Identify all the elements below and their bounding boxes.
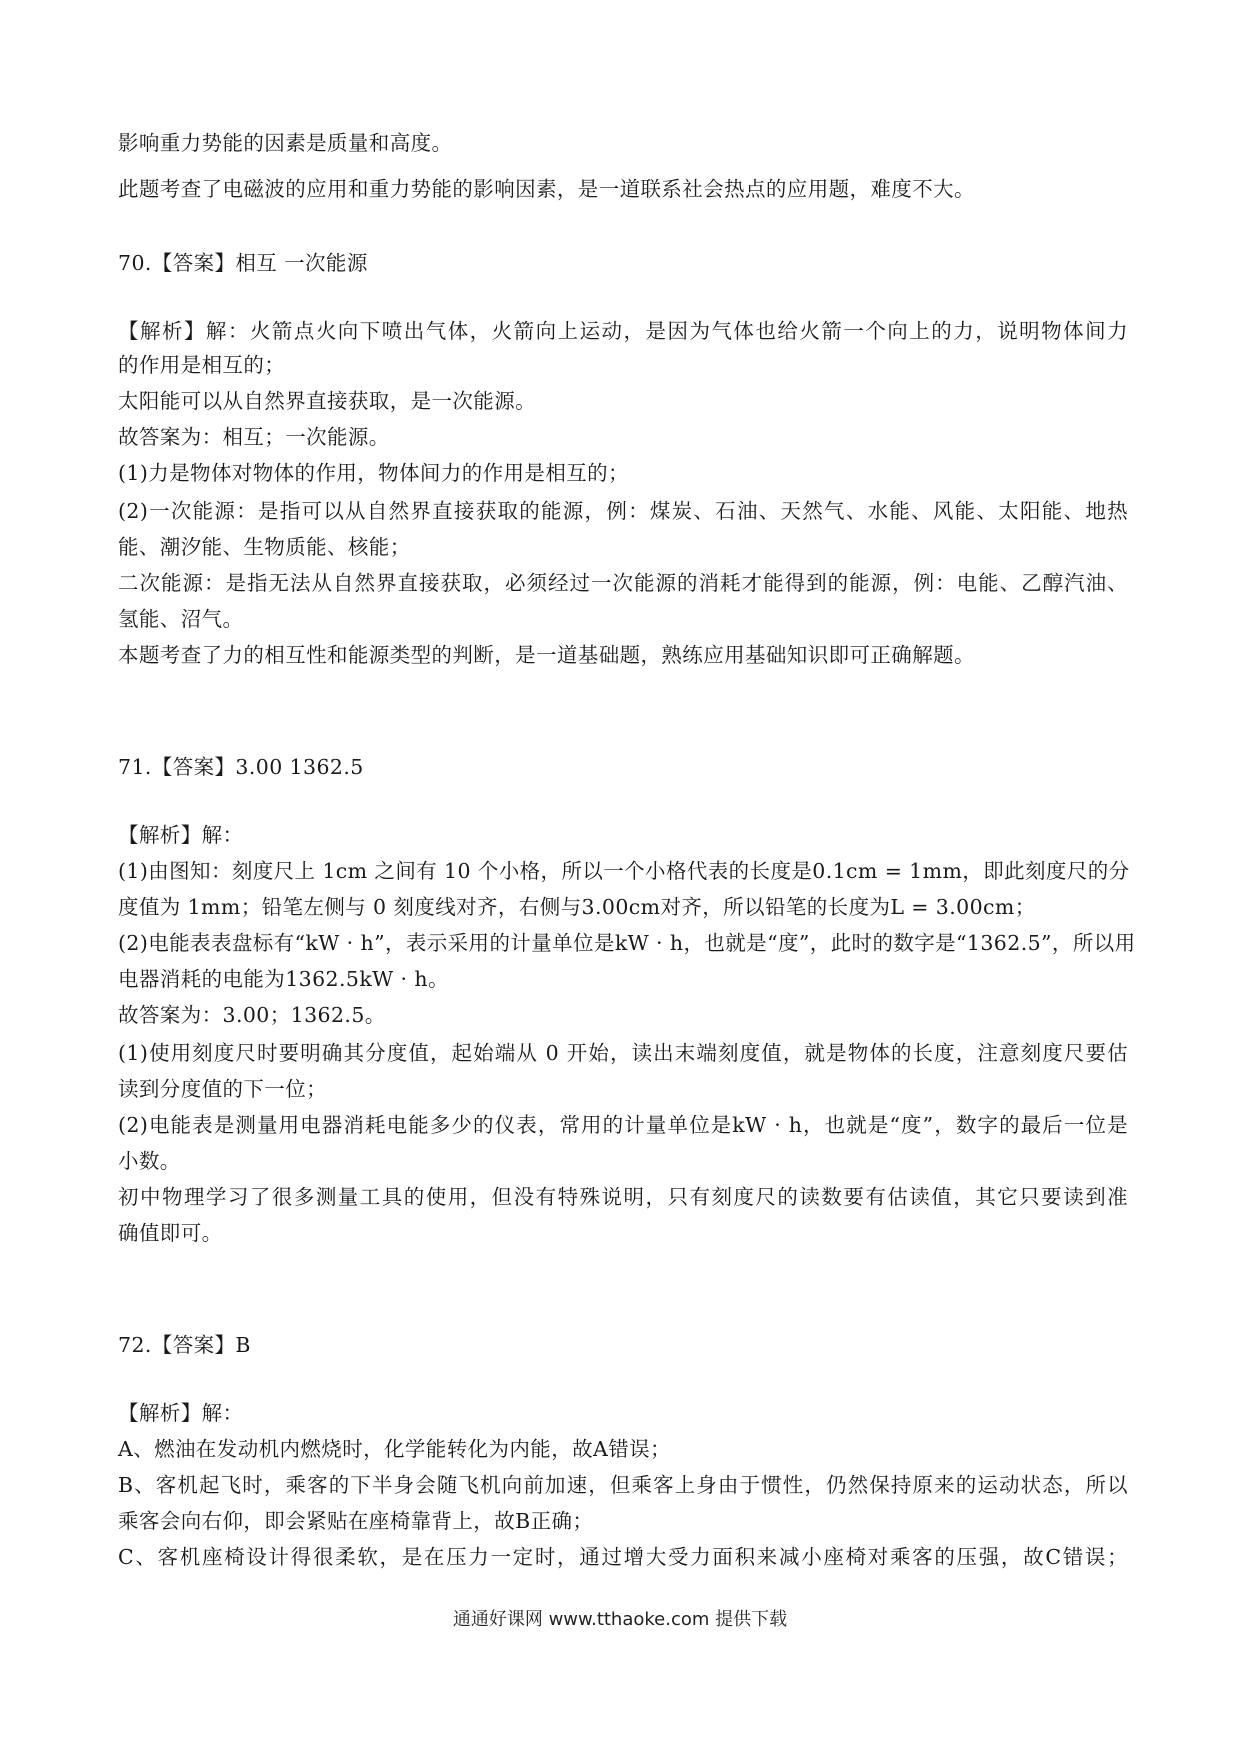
line-22: 读到分度值的下一位； <box>118 1077 327 1101</box>
line-26: 确值即可。 <box>118 1221 223 1245</box>
line-12: 氢能、沼气。 <box>118 607 244 631</box>
line-4: 【解析】解：火箭点火向下喷出气体，火箭向上运动，是因为气体也给火箭一个向上的力，说明物体间力 <box>118 319 1128 343</box>
line-17: 度值为 1mm；铅笔左侧与 0 刻度线对齐，右侧与3.00cm对齐，所以铅笔的长度为L = 3.00cm； <box>118 895 1036 919</box>
line-32: C、客机座椅设计得很柔软，是在压力一定时，通过增大受力面积来减小座椅对乘客的压强，故C错误； <box>118 1545 1128 1569</box>
line-23: (2)电能表是测量用电器消耗电能多少的仪表，常用的计量单位是kW · h，也就是“度”，数字的最后一位是 <box>118 1113 1128 1137</box>
line-20: 故答案为：3.00；1362.5。 <box>118 1003 386 1027</box>
line-11: 二次能源：是指无法从自然界直接获取，必须经过一次能源的消耗才能得到的能源，例：电能、乙醇汽油、 <box>118 571 1128 595</box>
line-5: 的作用是相互的； <box>118 353 286 377</box>
answer-71-heading: 71.【答案】3.00 1362.5 <box>118 755 364 779</box>
line-9: (2)一次能源：是指可以从自然界直接获取的能源，例：煤炭、石油、天然气、水能、风能、太阳能、地热 <box>118 499 1128 523</box>
line-6: 太阳能可以从自然界直接获取，是一次能源。 <box>118 389 536 413</box>
answer-70-heading: 70.【答案】相互 一次能源 <box>118 251 368 275</box>
line-10: 能、潮汐能、生物质能、核能； <box>118 535 411 559</box>
line-1: 影响重力势能的因素是质量和高度。 <box>118 131 453 155</box>
line-7: 故答案为：相互；一次能源。 <box>118 425 390 449</box>
line-28: 【解析】解： <box>118 1401 244 1425</box>
line-2: 此题考查了电磁波的应用和重力势能的影响因素，是一道联系社会热点的应用题，难度不大。 <box>118 177 975 201</box>
line-24: 小数。 <box>118 1149 181 1173</box>
page-footer: 通通好课网 www.tthaoke.com 提供下载 <box>452 1609 788 1630</box>
line-31: 乘客会向右仰，即会紧贴在座椅靠背上，故B正确； <box>118 1509 594 1533</box>
line-29: A、燃油在发动机内燃烧时，化学能转化为内能，故A错误； <box>118 1437 671 1461</box>
answer-72-heading: 72.【答案】B <box>118 1333 251 1357</box>
line-15: 【解析】解： <box>118 823 244 847</box>
line-13: 本题考查了力的相互性和能源类型的判断，是一道基础题，熟练应用基础知识即可正确解题。 <box>118 643 975 667</box>
line-25: 初中物理学习了很多测量工具的使用，但没有特殊说明，只有刻度尺的读数要有估读值，其它只要读到准 <box>118 1185 1128 1209</box>
line-18: (2)电能表表盘标有“kW · h”，表示采用的计量单位是kW · h，也就是“度”，此时的数字是“1362.5”，所以用 <box>118 931 1136 955</box>
line-21: (1)使用刻度尺时要明确其分度值，起始端从 0 开始，读出末端刻度值，就是物体的长度，注意刻度尺要估 <box>118 1041 1128 1065</box>
line-16: (1)由图知：刻度尺上 1cm 之间有 10 个小格，所以一个小格代表的长度是0.1cm = 1mm，即此刻度尺的分 <box>118 859 1130 883</box>
line-19: 电器消耗的电能为1362.5kW · h。 <box>118 967 449 991</box>
line-30: B、客机起飞时，乘客的下半身会随飞机向前加速，但乘客上身由于惯性，仍然保持原来的运动状态，所以 <box>118 1473 1128 1497</box>
line-8: (1)力是物体对物体的作用，物体间力的作用是相互的； <box>118 461 629 485</box>
